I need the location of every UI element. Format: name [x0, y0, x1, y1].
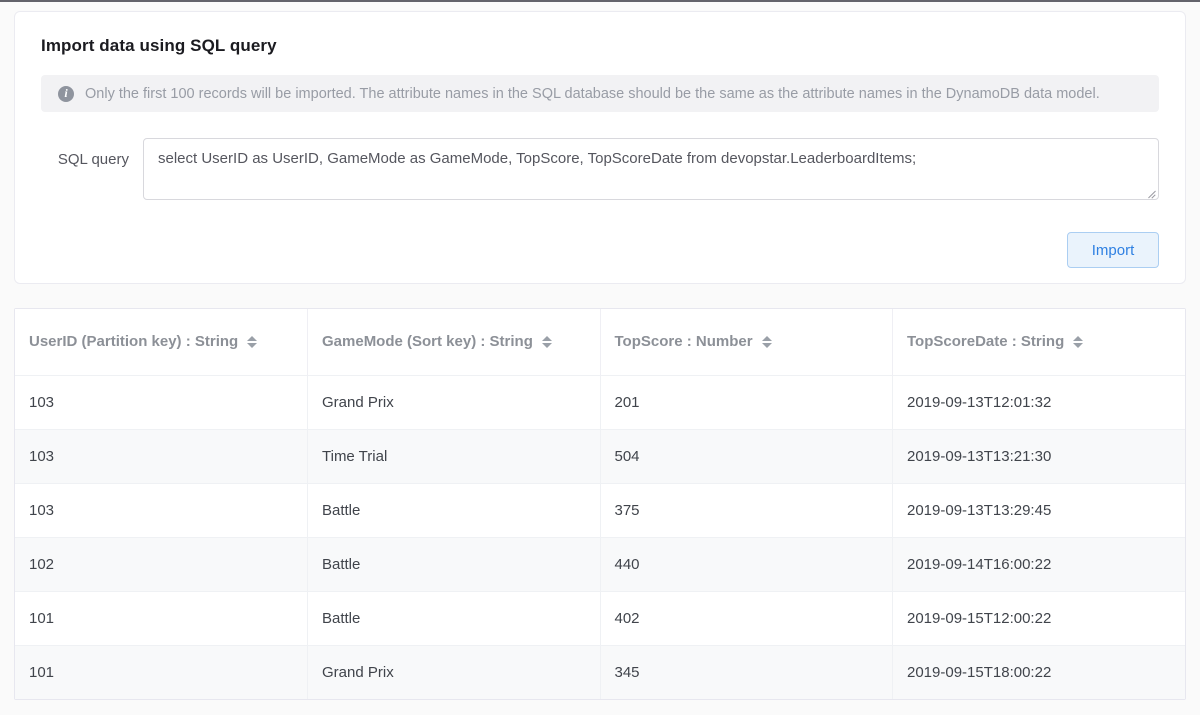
column-header-gamemode[interactable] — [308, 309, 601, 375]
column-header-label: TopScore : Number — [614, 333, 753, 351]
page-title: Import data using SQL query — [41, 36, 277, 55]
table-header — [15, 309, 1185, 375]
table-cell: 2019-09-13T13:21:30 — [893, 429, 1186, 483]
table-cell: 504 — [600, 429, 893, 483]
table-row[interactable] — [15, 537, 1185, 591]
table-cell: 375 — [600, 483, 893, 537]
table-cell: 2019-09-13T13:29:45 — [893, 483, 1186, 537]
table-row[interactable] — [15, 429, 1185, 483]
sql-query-label: SQL query — [57, 151, 129, 168]
sort-icon[interactable] — [542, 336, 552, 348]
sort-icon[interactable] — [762, 336, 772, 348]
info-banner-text: Only the first 100 records will be imported. The attribute names in the SQL database should be the same as the attribute names in the DynamoDB data model. — [85, 85, 1100, 102]
table-cell: Battle — [308, 483, 601, 537]
table-cell: Time Trial — [308, 429, 601, 483]
column-header-label: GameMode (Sort key) : String — [322, 333, 533, 351]
table-cell: Battle — [308, 591, 601, 645]
table-cell: 402 — [600, 591, 893, 645]
results-table — [15, 309, 1185, 699]
results-table-panel — [14, 308, 1186, 700]
import-button[interactable]: Import — [1067, 232, 1159, 268]
table-row[interactable] — [15, 375, 1185, 429]
sort-icon[interactable] — [247, 336, 257, 348]
table-cell: 2019-09-15T12:00:22 — [893, 591, 1186, 645]
column-header-label: TopScoreDate : String — [907, 333, 1065, 351]
button-row — [41, 232, 1159, 268]
table-cell: 2019-09-14T16:00:22 — [893, 537, 1186, 591]
table-body — [15, 375, 1185, 699]
table-cell: 103 — [15, 429, 308, 483]
table-cell: 103 — [15, 375, 308, 429]
column-header-topscore[interactable] — [600, 309, 893, 375]
table-cell: 345 — [600, 645, 893, 699]
import-panel — [14, 11, 1186, 284]
table-cell: 2019-09-15T18:00:22 — [893, 645, 1186, 699]
sql-query-input[interactable] — [143, 138, 1159, 200]
table-cell: 103 — [15, 483, 308, 537]
table-cell: Grand Prix — [308, 645, 601, 699]
sql-query-row — [41, 138, 1159, 205]
info-banner — [41, 75, 1159, 112]
viewport-top-edge — [0, 0, 1200, 2]
table-cell: Battle — [308, 537, 601, 591]
table-cell: 101 — [15, 591, 308, 645]
table-row[interactable] — [15, 645, 1185, 699]
table-row[interactable] — [15, 591, 1185, 645]
table-cell: 102 — [15, 537, 308, 591]
table-cell: 101 — [15, 645, 308, 699]
sort-icon[interactable] — [1073, 336, 1083, 348]
table-cell: 440 — [600, 537, 893, 591]
table-cell: Grand Prix — [308, 375, 601, 429]
table-row[interactable] — [15, 483, 1185, 537]
table-cell: 201 — [600, 375, 893, 429]
table-cell: 2019-09-13T12:01:32 — [893, 375, 1186, 429]
column-header-label: UserID (Partition key) : String — [29, 333, 239, 351]
info-icon: i — [58, 86, 74, 102]
column-header-userid[interactable] — [15, 309, 308, 375]
column-header-topscoredate[interactable] — [893, 309, 1186, 375]
sql-query-textarea-wrap — [143, 138, 1159, 205]
